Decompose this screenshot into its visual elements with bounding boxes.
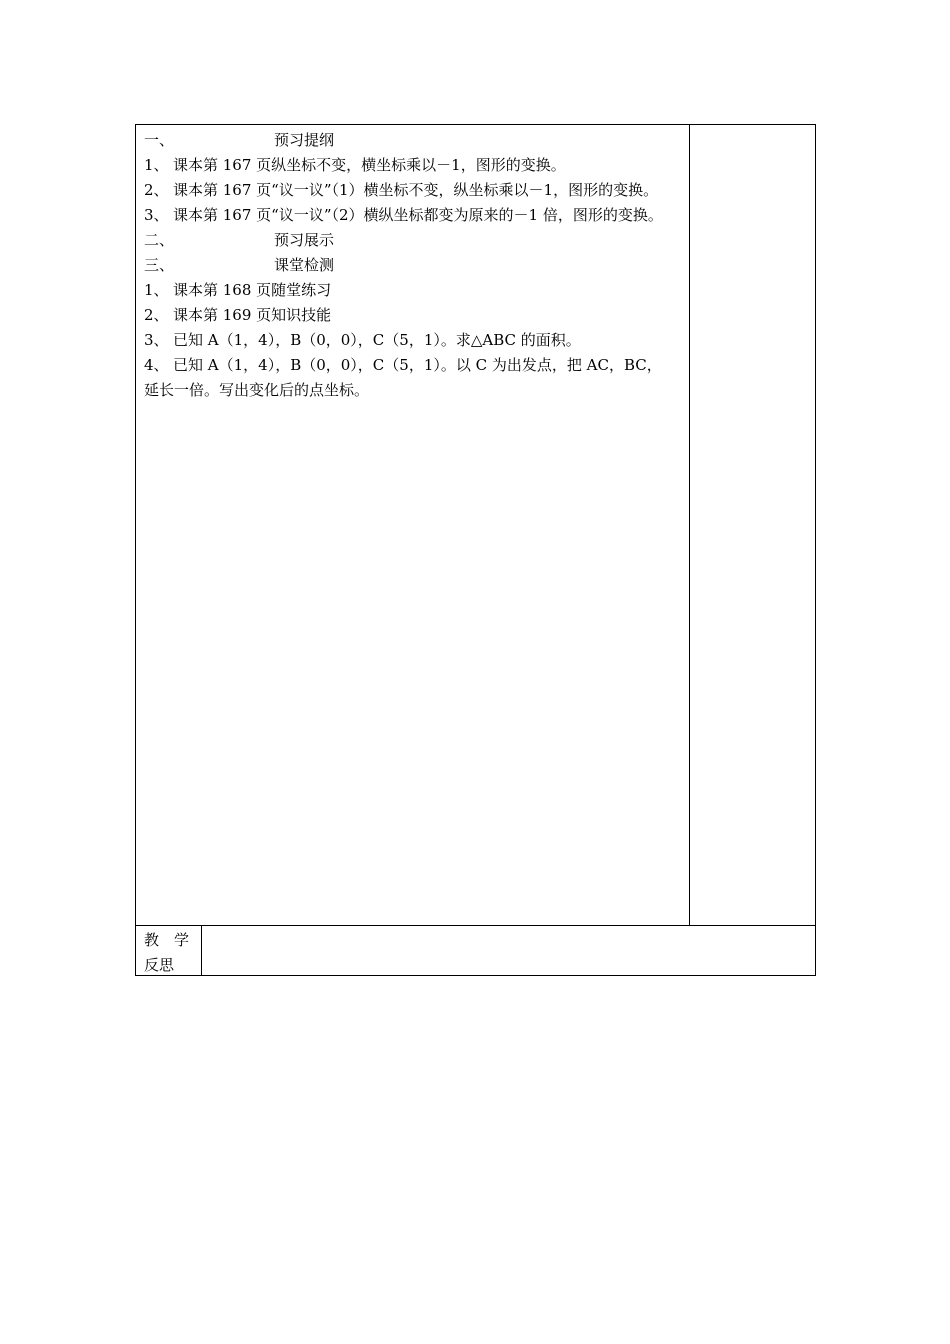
content-line — [144, 328, 684, 353]
lesson-content — [144, 128, 684, 403]
section-heading — [144, 228, 684, 253]
table-border-right — [815, 124, 816, 976]
content-line — [144, 178, 684, 203]
item-text: 课堂检测 — [274, 256, 335, 274]
table-col-divider — [689, 124, 690, 925]
content-line — [144, 153, 684, 178]
reflection-label-line1: 教 学 — [144, 931, 190, 949]
reflection-label — [144, 928, 189, 978]
item-text: 预习提纲 — [274, 131, 335, 149]
item-number: 3、 — [144, 206, 169, 224]
item-text: 已知 A（1，4），B（0，0），C（5，1）。以 C 为出发点，把 AC，BC， — [173, 356, 662, 374]
table-row-divider — [135, 925, 816, 926]
reflection-col-divider — [201, 925, 202, 976]
table-border-top — [135, 124, 816, 125]
content-line — [144, 303, 684, 328]
item-number: 2、 — [144, 306, 169, 324]
content-line — [144, 378, 684, 403]
item-number: 一、 — [144, 131, 175, 149]
item-text: 课本第 167 页纵坐标不变，横坐标乘以－1，图形的变换。 — [173, 156, 566, 174]
item-number: 二、 — [144, 231, 175, 249]
item-number: 1、 — [144, 156, 169, 174]
item-text: 延长一倍。写出变化后的点坐标。 — [144, 381, 370, 399]
item-text: 课本第 168 页随堂练习 — [173, 281, 332, 299]
section-heading — [144, 253, 684, 278]
item-text: 预习展示 — [274, 231, 335, 249]
item-text: 课本第 169 页知识技能 — [173, 306, 332, 324]
table-border-bottom — [135, 975, 816, 976]
table-border-left — [135, 124, 136, 976]
item-number: 3、 — [144, 331, 169, 349]
content-line — [144, 203, 684, 228]
item-text: 课本第 167 页“议一议”（2）横纵坐标都变为原来的－1 倍，图形的变换。 — [173, 206, 663, 224]
item-text: 课本第 167 页“议一议”（1）横坐标不变，纵坐标乘以－1，图形的变换。 — [173, 181, 659, 199]
reflection-label-line2: 反思 — [144, 956, 175, 974]
item-number: 1、 — [144, 281, 169, 299]
content-line — [144, 278, 684, 303]
item-text: 已知 A（1，4），B（0，0），C（5，1）。求△ABC 的面积。 — [173, 331, 581, 349]
content-line — [144, 353, 684, 378]
item-number: 2、 — [144, 181, 169, 199]
item-number: 4、 — [144, 356, 169, 374]
section-heading — [144, 128, 684, 153]
item-number: 三、 — [144, 256, 175, 274]
